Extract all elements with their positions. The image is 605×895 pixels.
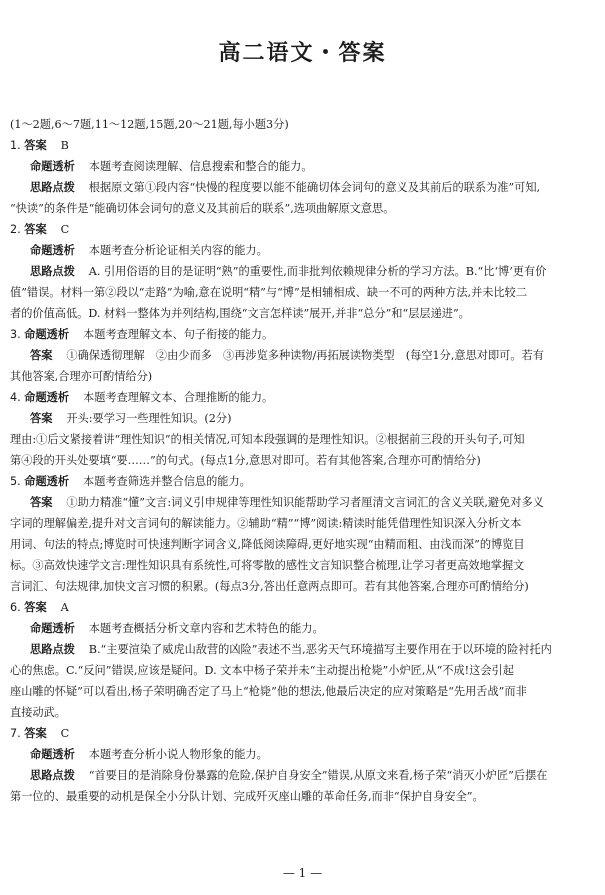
q7-answer: 7. 答案 C (10, 727, 70, 740)
answer-body (10, 114, 595, 807)
q5-number: 5. (10, 475, 21, 488)
q2-hint: 思路点拨 A. 引用俗语的目的是证明“熟”的重要性,而非批判依赖规律分析的学习方法。B.“比‘博’更有价 (30, 265, 547, 278)
q4-reason-cont: 第④段的开头处要填“要……”的句式。(每点1分,意思对即可。若有其他答案,合理亦可酌情给分) (10, 454, 481, 467)
q2-analysis: 命题透析 本题考查分析论证相关内容的能力。 (30, 244, 268, 257)
q6-hint: 思路点拨 B.“主要渲染了威虎山敌营的凶险”表述不当,恶劣天气环境描写主要作用在于以环境的险衬托内 (30, 643, 552, 656)
q7-hint-cont: 第一位的、最重要的动机是保全小分队计划、完成歼灭座山雕的革命任务,而非“保护自身安全”。 (10, 790, 484, 803)
q1-answer (10, 135, 595, 156)
q7-hint: 思路点拨 “首要目的是消除身份暴露的危险,保护自身安全”错误,从原文来看,杨子荣“消灭小炉匠”后摆在 (30, 769, 548, 782)
q1-answer-label: 答案 (24, 139, 47, 152)
q1-hint-cont: “快读”的条件是“能确切体会词句的意义及其前后的联系”,选项曲解原文意思。 (10, 202, 395, 215)
q5-answer-cont-3: 标。③高效快速学文言:理性知识具有系统性,可将零散的感性文言知识整合梳理,让学习者更高效地掌握文 (10, 559, 525, 572)
q1-number: 1. (10, 139, 21, 152)
q3-answer-cont: 其他答案,合理亦可酌情给分) (10, 370, 153, 383)
q5-answer-cont-2: 用词、句法的特点;博览时可快速判断字词含义,降低阅读障碍,更好地实现“由精而粗、由浅而深”的博览目 (10, 538, 525, 551)
q2-answer (10, 219, 595, 240)
q2-hint-cont-2: 者的价值高低。D. 材料一整体为并列结构,围绕“文言怎样读”展开,并非“总分”和“层层递进”。 (10, 307, 470, 320)
q1-hint: 思路点拨 根据原文第①段内容“快慢的程度要以能不能确切体会词句的意义及其前后的联系为准”可知, (30, 181, 541, 194)
q5-answer: 答案 ①助力精准“懂”文言:词义引申规律等理性知识能帮助学习者厘清文言词汇的含义关联,避免对多义 (30, 496, 544, 509)
q1-answer-value: B (60, 139, 69, 152)
q2-answer-label: 答案 (24, 223, 47, 236)
q4-analysis: 4. 命题透析 本题考查理解文本、合理推断的能力。 (10, 391, 274, 404)
q2-answer-value: C (60, 223, 70, 236)
q6-answer: 6. 答案 A (10, 601, 69, 614)
page-number: — 1 — (282, 866, 323, 880)
page-title: 高二语文・答案 (218, 41, 387, 66)
scoring-note: (1～2题,6～7题,11～12题,15题,20～21题,每小题3分) (10, 118, 289, 131)
q5-answer-cont-4: 言词汇、句法规律,加快文言习惯的积累。(每点3分,答出任意两点即可。若有其他答案,合理亦可酌情给分) (10, 580, 529, 593)
q5-analysis: 5. 命题透析 本题考查筛选并整合信息的能力。 (10, 475, 251, 488)
q2-number: 2. (10, 223, 21, 236)
q6-hint-cont-1: 心的焦虑。C.“反问”错误,应该是疑问。D. 文本中杨子荣并未“主动提出枪毙”小炉匠,从“不成!这会引起 (10, 664, 514, 677)
q1-analysis: 命题透析 本题考查阅读理解、信息搜索和整合的能力。 (30, 160, 313, 173)
q7-number: 7. (10, 727, 21, 740)
q4-answer: 答案 开头:要学习一些理性知识。(2分) (30, 412, 232, 425)
q3-analysis: 3. 命题透析 本题考查理解文本、句子衔接的能力。 (10, 328, 274, 341)
q7-analysis: 命题透析 本题考查分析小说人物形象的能力。 (30, 748, 268, 761)
q6-number: 6. (10, 601, 21, 614)
q6-analysis: 命题透析 本题考查概括分析文章内容和艺术特色的能力。 (30, 622, 324, 635)
q4-reason: 理由:①后文紧接着讲“理性知识”的相关情况,可知本段强调的是理性知识。②根据前三段的开头句子,可知 (10, 433, 525, 446)
q3-answer: 答案 ①确保透彻理解 ②由少而多 ③再涉览多种读物/再拓展读物类型 (每空1分,意思对即可。若有 (30, 349, 544, 362)
q5-answer-cont-1: 字词的理解偏差,提升对文言词句的解读能力。②辅助“精”“博”阅读:精读时能凭借理性知识深入分析文本 (10, 517, 522, 530)
q3-number: 3. (10, 328, 21, 341)
q4-number: 4. (10, 391, 21, 404)
q6-hint-cont-3: 直接动武。 (10, 706, 66, 719)
q6-hint-cont-2: 座山雕的怀疑”可以看出,杨子荣明确否定了马上“枪毙”他的想法,他最后决定的应对策略是“先用舌战”而非 (10, 685, 527, 698)
q2-hint-cont-1: 值”错误。材料一第②段以“走路”为喻,意在说明“精”与“博”是相辅相成、缺一不可的两种方法,并未比较二 (10, 286, 528, 299)
